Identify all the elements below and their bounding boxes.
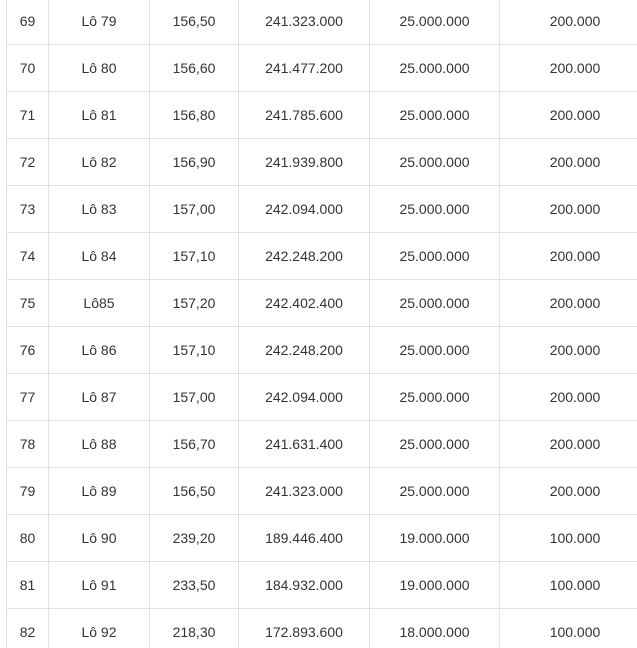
total-price-cell: 242.094.000 — [239, 186, 370, 233]
fee-cell: 200.000 — [500, 327, 637, 374]
row-number-cell: 82 — [7, 609, 49, 648]
lot-name-cell: Lô85 — [49, 280, 150, 327]
row-number-cell: 69 — [7, 0, 49, 45]
deposit-cell: 25.000.000 — [370, 233, 500, 280]
row-number-cell: 79 — [7, 468, 49, 515]
table-row — [7, 327, 637, 374]
table-row — [7, 609, 637, 648]
lot-name-cell: Lô 91 — [49, 562, 150, 609]
table-row — [7, 468, 637, 515]
area-cell: 157,00 — [150, 186, 239, 233]
total-price-cell: 172.893.600 — [239, 609, 370, 648]
lot-name-cell: Lô 87 — [49, 374, 150, 421]
fee-cell: 200.000 — [500, 139, 637, 186]
row-number-cell: 74 — [7, 233, 49, 280]
fee-cell: 200.000 — [500, 45, 637, 92]
deposit-cell: 25.000.000 — [370, 92, 500, 139]
area-cell: 156,70 — [150, 421, 239, 468]
total-price-cell: 242.248.200 — [239, 327, 370, 374]
fee-cell: 200.000 — [500, 233, 637, 280]
total-price-cell: 241.323.000 — [239, 468, 370, 515]
deposit-cell: 19.000.000 — [370, 515, 500, 562]
area-cell: 157,20 — [150, 280, 239, 327]
table-row — [7, 421, 637, 468]
fee-cell: 200.000 — [500, 0, 637, 45]
deposit-cell: 25.000.000 — [370, 139, 500, 186]
total-price-cell: 241.323.000 — [239, 0, 370, 45]
deposit-cell: 25.000.000 — [370, 468, 500, 515]
total-price-cell: 242.094.000 — [239, 374, 370, 421]
lot-name-cell: Lô 86 — [49, 327, 150, 374]
deposit-cell: 25.000.000 — [370, 374, 500, 421]
row-number-cell: 72 — [7, 139, 49, 186]
deposit-cell: 18.000.000 — [370, 609, 500, 648]
row-number-cell: 76 — [7, 327, 49, 374]
fee-cell: 100.000 — [500, 515, 637, 562]
area-cell: 157,10 — [150, 327, 239, 374]
fee-cell: 200.000 — [500, 468, 637, 515]
area-cell: 233,50 — [150, 562, 239, 609]
row-number-cell: 80 — [7, 515, 49, 562]
area-cell: 218,30 — [150, 609, 239, 648]
row-number-cell: 78 — [7, 421, 49, 468]
deposit-cell: 25.000.000 — [370, 186, 500, 233]
table-row — [7, 233, 637, 280]
fee-cell: 100.000 — [500, 609, 637, 648]
lot-name-cell: Lô 79 — [49, 0, 150, 45]
area-cell: 156,50 — [150, 0, 239, 45]
total-price-cell: 242.248.200 — [239, 233, 370, 280]
area-cell: 157,10 — [150, 233, 239, 280]
fee-cell: 200.000 — [500, 186, 637, 233]
lot-name-cell: Lô 90 — [49, 515, 150, 562]
lot-name-cell: Lô 82 — [49, 139, 150, 186]
lot-name-cell: Lô 92 — [49, 609, 150, 648]
fee-cell: 200.000 — [500, 421, 637, 468]
lot-name-cell: Lô 84 — [49, 233, 150, 280]
deposit-cell: 25.000.000 — [370, 0, 500, 45]
table-row — [7, 562, 637, 609]
area-cell: 156,60 — [150, 45, 239, 92]
area-cell: 156,80 — [150, 92, 239, 139]
fee-cell: 200.000 — [500, 92, 637, 139]
total-price-cell: 241.631.400 — [239, 421, 370, 468]
total-price-cell: 242.402.400 — [239, 280, 370, 327]
lot-name-cell: Lô 88 — [49, 421, 150, 468]
row-number-cell: 70 — [7, 45, 49, 92]
table-row — [7, 92, 637, 139]
deposit-cell: 19.000.000 — [370, 562, 500, 609]
table-row — [7, 280, 637, 327]
lot-name-cell: Lô 83 — [49, 186, 150, 233]
total-price-cell: 241.785.600 — [239, 92, 370, 139]
total-price-cell: 241.939.800 — [239, 139, 370, 186]
fee-cell: 100.000 — [500, 562, 637, 609]
row-number-cell: 71 — [7, 92, 49, 139]
row-number-cell: 73 — [7, 186, 49, 233]
lot-price-table — [6, 0, 637, 648]
deposit-cell: 25.000.000 — [370, 327, 500, 374]
deposit-cell: 25.000.000 — [370, 45, 500, 92]
table-row — [7, 0, 637, 45]
lot-name-cell: Lô 89 — [49, 468, 150, 515]
row-number-cell: 81 — [7, 562, 49, 609]
lot-name-cell: Lô 80 — [49, 45, 150, 92]
total-price-cell: 189.446.400 — [239, 515, 370, 562]
table-row — [7, 45, 637, 92]
table-row — [7, 139, 637, 186]
fee-cell: 200.000 — [500, 280, 637, 327]
area-cell: 239,20 — [150, 515, 239, 562]
table-row — [7, 515, 637, 562]
table-row — [7, 186, 637, 233]
row-number-cell: 77 — [7, 374, 49, 421]
area-cell: 156,50 — [150, 468, 239, 515]
row-number-cell: 75 — [7, 280, 49, 327]
lot-name-cell: Lô 81 — [49, 92, 150, 139]
area-cell: 156,90 — [150, 139, 239, 186]
deposit-cell: 25.000.000 — [370, 280, 500, 327]
total-price-cell: 241.477.200 — [239, 45, 370, 92]
area-cell: 157,00 — [150, 374, 239, 421]
deposit-cell: 25.000.000 — [370, 421, 500, 468]
total-price-cell: 184.932.000 — [239, 562, 370, 609]
table-row — [7, 374, 637, 421]
fee-cell: 200.000 — [500, 374, 637, 421]
